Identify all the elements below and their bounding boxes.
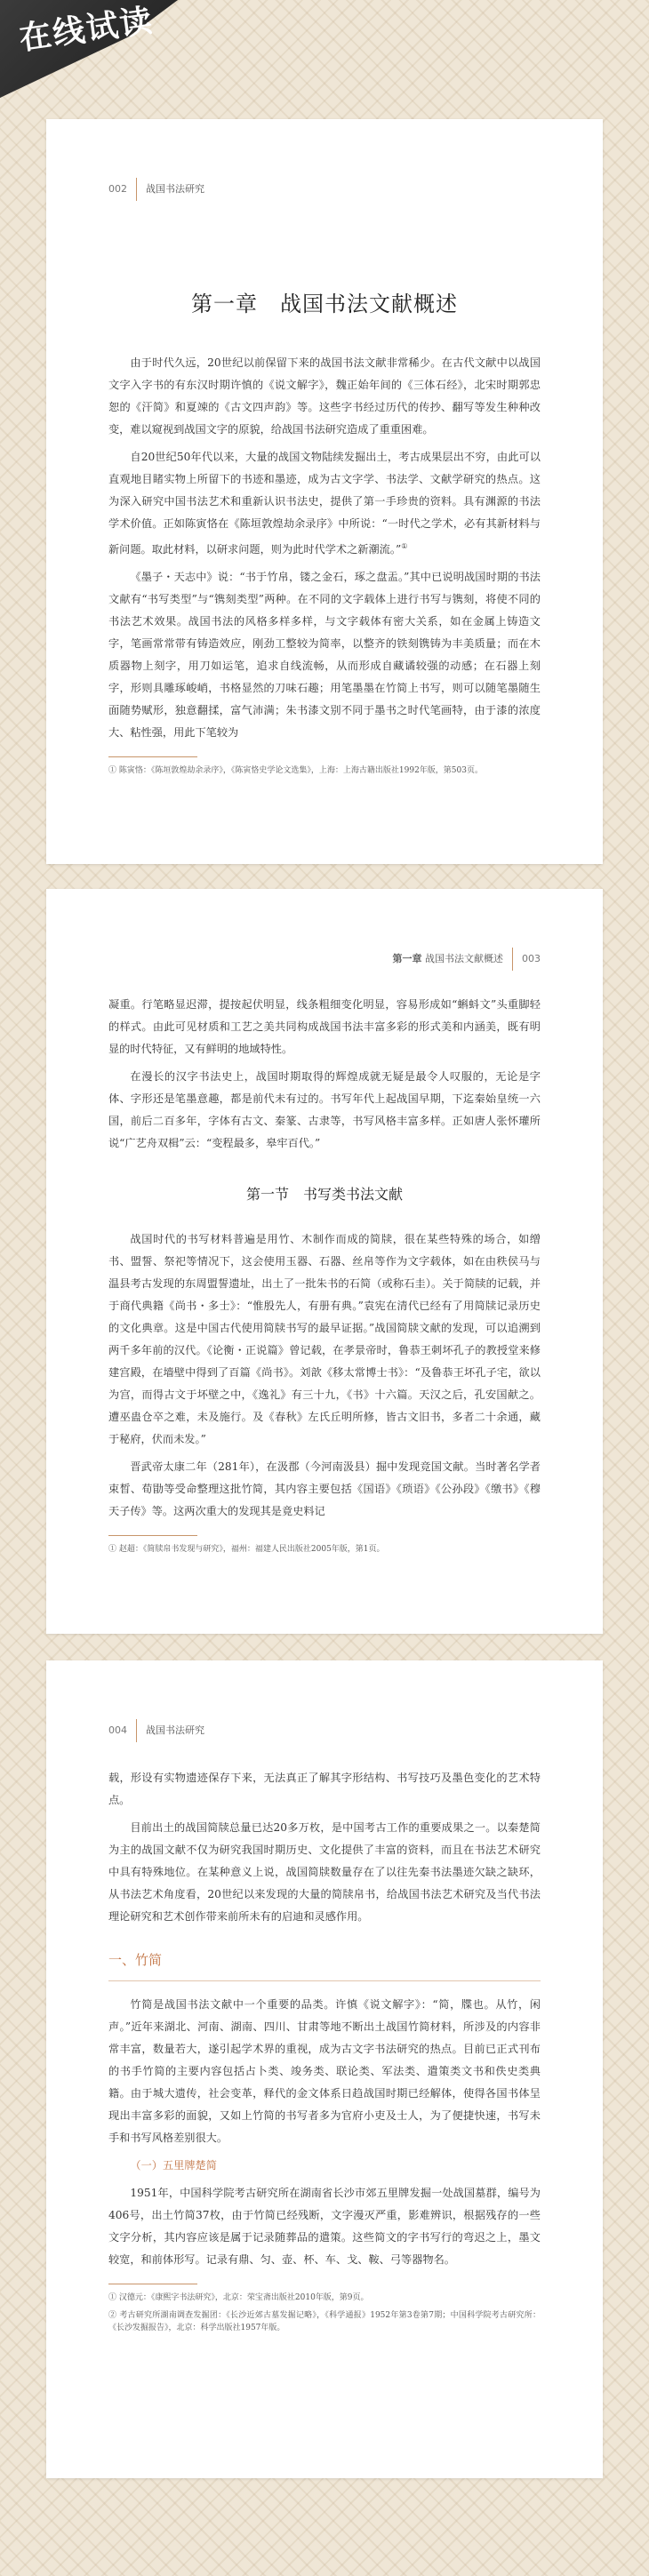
paragraph: 战国时代的书写材料普遍是用竹、木制作而成的简牍，很在某些特殊的场合，如缯书、盟誓、祭祀等情况下，这会使用玉器、石器、丝帛等作为文字载体，如在由秩侯马与温县考古发现的东周盟誓遗址，出土了一批朱书的石简（或称石圭）。关于简牍的记载，并于商代典籍《尚书・多士》：“惟殷先人，有册有典。”袁宪在清代已经有了用简牍记录历史的文化典章。这是中国古代使用简牍书写的最早证据。”战国简牍文献的发现，可以追溯到两千多年前的汉代。《论衡・正说篇》曾记载，在孝景帝时，鲁恭王刺坏孔子的教授堂来修建宫殿，在墙壁中得到了百篇《尚书》。刘歆《移太常博士书》：“及鲁恭王坏孔子宅，欲以为宫，而得古文于坏壁之中，《逸礼》有三十九，《书》十六篇。天汉之后，孔安国献之。遭巫蛊仓卒之难，未及施行。及《春秋》左氏丘明所修，皆古文旧书，多者二十余通，藏于秘府，伏而未发。” xyxy=(108,1233,541,1445)
section-title: 第一节 书写类书法文献 xyxy=(245,1186,403,1203)
paragraph: 晋武帝太康二年（281年），在汲郡（今河南汲县）掘中发现竞国文献。当时著名学者束晳、荀勖等受命整理这批竹简，其内容主要包括《国语》《琐语》《公孙段》《缴书》《穆天子传》等。这两次重大的发现其是竟史料记 xyxy=(108,1460,541,1517)
paragraph: 《墨子・天志中》说：“书于竹帛，镂之金石，琢之盘盂。”其中已说明战国时期的书法文献有“书写类型”与“镌刻类型”两种。在不同的文字载体上进行书写与镌刻，将使不同的书法艺术效果。战国书法的风格多样多样，与文字载体有密大关系，如在金属上铸造文字，笔画常常带有铸造效应，刚劲工整较为简率，以整齐的铁刻镌铸为丰美质量；而在木质器物上刻字，用刀如运笔，追求自线流畅，从而形成自藏谲较强的动感；在石器上刻字，形则具雕琢峻峭，书格显然的刀味石趣；用笔墨墨在竹简上书写，则可以随笔墨随生面随势赋形，独意翻揉，富气沛满；朱书漆文别不同于墨书之时代笔画特，由于漆的浓度大、粘性强，用此下笔较为 xyxy=(108,571,541,740)
footnote: ① 赵超：《简牍帛书发现与研究》，福州：福建人民出版社2005年版，第1页。 xyxy=(108,1545,385,1554)
page-number: 004 xyxy=(108,1724,127,1736)
page-body xyxy=(108,352,541,782)
page-number: 002 xyxy=(108,183,127,195)
running-header xyxy=(46,178,204,201)
running-header xyxy=(46,1719,204,1742)
book-page-3 xyxy=(46,1660,603,2478)
footnote-ref: ① xyxy=(401,542,408,550)
footnote: ① 陈寅恪：《陈垣敦煌劫余录序》，《陈寅恪史学论文选集》，上海：上海古籍出版社1992年版，第503页。 xyxy=(108,766,483,776)
paragraph: 在漫长的汉字书法史上，战国时期取得的辉煌成就无疑是最令人叹服的，无论是字体、字形还是笔墨意趣，都是前代未有过的。书写年代上起战国早期，下迄秦始皇统一六国，前后二百多年，字体有古文、秦篆、古隶等，书写风格丰富多样。正如唐人张怀瓘所说“广艺舟双楫”云：“变程最多，皋牢百代。” xyxy=(108,1070,541,1149)
page-body xyxy=(108,994,541,1561)
chapter-name: 战国书法文献概述 xyxy=(425,953,503,964)
book-title: 战国书法研究 xyxy=(146,183,204,195)
footnote-divider xyxy=(108,1535,197,1536)
book-page-2 xyxy=(46,889,603,1634)
paragraph: 载，形设有实物遗迹保存下来，无法真正了解其字形结构、书写技巧及墨色变化的艺术特点。 xyxy=(108,1772,541,1806)
paragraph: 凝重。行笔略显迟滞，提按起伏明显，线条粗细变化明显，容易形成如“蝌蚪文”头重脚轻的样式。由此可见材质和工艺之美共同构成战国书法丰富多彩的形式美和内涵美，既有明显的时代特征，又有鲜明的地域特性。 xyxy=(108,998,541,1055)
chapter-label: 第一章 xyxy=(392,953,422,964)
book-title: 战国书法研究 xyxy=(146,1724,204,1736)
banner-label: 在线试读 xyxy=(17,2,156,58)
header-divider xyxy=(512,948,513,971)
footnote: ① 汉德元：《康熙字书法研究》，北京：荣宝斋出版社2010年版，第9页。 xyxy=(108,2293,369,2302)
paragraph: 竹简是战国书法文献中一个重要的品类。许慎《说文解字》：“简，牒也。从竹，闲声。”近年来湖北、河南、湖南、四川、甘肃等地不断出土战国竹简材料，所涉及的内容非常丰富，数量若大，遂引起学术界的重视，成为古文字书法研究的热点。目前已正式刊布的书手竹简的主要内容包括占卜类、竣务类、联论类、军法类、遣策类文书和佚史类典籍。由于城大遗传，社会变革，释代的金文体系日趋战国时期已经解体，使得各国书体呈现出丰富多彩的面貌，又如上竹简的书写者多为官府小吏及士人，为了便捷快速，书写未手和书写风格差别很大。 xyxy=(108,1998,541,2144)
page-body xyxy=(108,1767,541,2340)
paragraph: 1951年，中国科学院考古研究所在湖南省长沙市郊五里牌发掘一处战国墓群，编号为406号，出土竹简37枚，由于竹简已经残断，文字漫灭严重，影难辨识，根据残存的一些文字分析，其内容应该是属于记录随葬品的遣策。这些简文的字书写行的弯迟之上，墨文较宽，和前体形写。记录有鼎、匀、壶、杯、车、戈、鞍、弓等器物名。 xyxy=(108,2187,541,2266)
paragraph: 自20世纪50年代以来，大量的战国文物陆续发掘出土，考古成果层出不穷，由此可以直观地目睹实物上所留下的书迹和墨迹，成为古文字学、书法学、文献学研究的热点。这为深入研究中国书法艺术和重新认识书法史，提供了第一手珍贵的资料。具有渊源的书法学术价值。正如陈寅恪在《陈垣敦煌劫余录序》中所说：“一时代之学术，必有其新材料与新问题。取此材料，以研求问题，则为此时代学术之新潮流。”① xyxy=(108,451,541,556)
header-divider xyxy=(136,178,137,201)
subsection-heading: 一、竹简 xyxy=(108,1949,541,1981)
paragraph: 由于时代久远，20世纪以前保留下来的战国书法文献非常稀少。在古代文献中以战国文字入字书的有东汉时期许慎的《说文解字》，魏正始年间的《三体石经》，北宋时期郭忠恕的《汗简》和夏竦的《古文四声韵》等。这些字书经过历代的传抄、翻写等发生种种改变，难以窥视到战国文字的原貌，给战国书法研究造成了重重困难。 xyxy=(108,356,541,436)
header-divider xyxy=(136,1719,137,1742)
book-page-1 xyxy=(46,119,603,864)
page-number: 003 xyxy=(522,953,541,964)
paragraph: 目前出土的战国简牍总量已达20多万枚，是中国考古工作的重要成果之一。以秦楚简为主的战国文献不仅为研究我国时期历史、文化提供了丰富的资料，而且在书法艺术研究中具有特殊地位。在某种意义上说，战国简牍数量存在了以往先秦书法墨迹欠缺之缺环，从书法艺术角度看，20世纪以来发现的大量的简牍帛书，给战国书法艺术研究及当代书法理论研究和艺术创作带来前所未有的启迪和灵感作用。 xyxy=(108,1821,541,1923)
chapter-title: 第一章 战国书法文献概述 xyxy=(191,292,458,316)
running-header xyxy=(393,948,604,971)
footnote: ② 考古研究所湖南调查发掘团：《长沙近郊古墓发掘记略》，《科学通报》1952年第3卷第7期；中国科学院考古研究所：《长沙发掘报告》，北京：科学出版社1957年版。 xyxy=(108,2311,541,2332)
subsection-subheading: （一）五里牌楚简 xyxy=(130,2159,217,2172)
footnote-divider xyxy=(108,756,197,757)
